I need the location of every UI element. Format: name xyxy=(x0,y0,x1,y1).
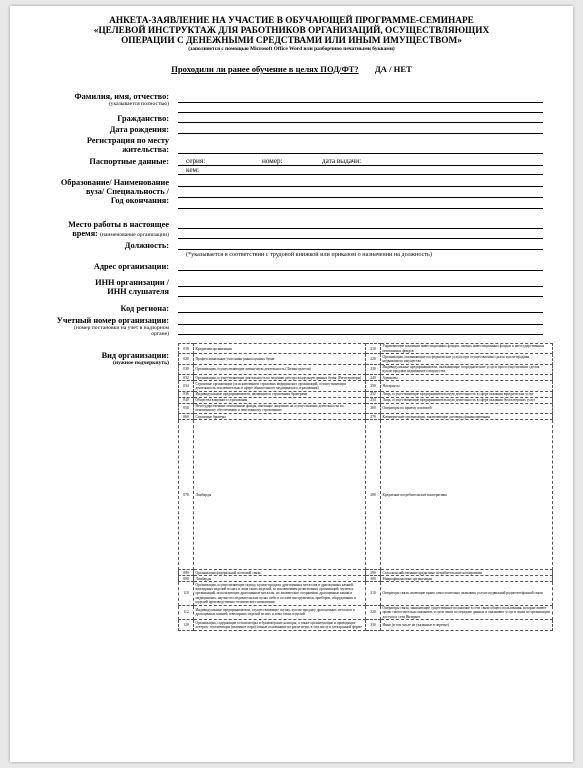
work-field-2[interactable] xyxy=(178,238,543,239)
passport-issued-label: кем: xyxy=(186,166,200,174)
org-type-code-right: 220 xyxy=(366,354,381,364)
header-line-3: ОПЕРАЦИИ С ДЕНЕЖНЫМИ СРЕДСТВАМИ ИЛИ ИНЫМ ИМУЩЕСТВОМ» xyxy=(121,36,462,46)
org-type-row xyxy=(179,354,553,364)
org-type-option-right[interactable]: Лица, осуществляющие предпринимательскую деятельность в сфере оказания бухгалтерских услуг xyxy=(381,397,553,403)
yes-no-options[interactable]: ДА / НЕТ xyxy=(374,64,412,74)
org-type-option-right[interactable]: Операторы связи, занимающие существенное положение в сети связи общего пользования, которые имеют право самостоятельно оказывать услуги связи по передаче данных и оказывают услуги связи по организации доступа к сети Интернет xyxy=(381,605,553,620)
document-page xyxy=(10,6,573,762)
org-type-option-right[interactable]: Сельскохозяйственные кредитные потребительские кооперативы xyxy=(381,570,553,576)
reg-number-label-text: Учетный номер организации: xyxy=(56,316,169,325)
org-type-code-left: 110 xyxy=(179,582,194,605)
org-type-option-left[interactable]: Ломбарды xyxy=(194,420,366,570)
org-type-option-left[interactable]: Индивидуальные предприниматели, являющиеся страховыми брокерами xyxy=(194,391,366,397)
org-type-option-left[interactable]: Индивидуальные предприниматели, осуществляющие скупку, куплю-продажу драгоценных металлов и драгоценных камней, ювелирных изделий из них и лома таких изделий xyxy=(194,605,366,620)
org-type-option-right[interactable]: Управляющие компании инвестиционных фондов, паевых инвестиционных фондов и негосударственных пенсионных фондов xyxy=(381,344,553,354)
work-label-2: время: xyxy=(72,229,98,238)
prior-training-question xyxy=(10,64,573,74)
org-type-code-left: 120 xyxy=(179,620,194,630)
org-type-option-right[interactable]: Адвокаты xyxy=(381,375,553,381)
birth-field[interactable] xyxy=(178,133,543,134)
org-type-code-right: 260 xyxy=(366,403,381,413)
position-field[interactable] xyxy=(178,249,543,250)
org-type-option-left[interactable]: Общества взаимного страхования xyxy=(194,397,366,403)
work-hint: (наименование организации) xyxy=(100,232,169,238)
org-type-code-right: 254 xyxy=(366,397,381,403)
org-type-option-right[interactable]: Микрофинансовые организации xyxy=(381,576,553,582)
org-type-table xyxy=(178,343,553,631)
org-type-option-right[interactable]: Операторы связи, имеющие право самостоятельно оказывать услуги подвижной радиотелефонной связи xyxy=(381,582,553,605)
org-type-code-right: 290 xyxy=(366,570,381,576)
org-type-option-right[interactable]: Организации, оказывающие посреднические услуги при осуществлении сделок купли-продажи недвижимого имущества xyxy=(381,354,553,364)
education-label-2: вуза/ Специальность / xyxy=(86,187,169,196)
org-address-label: Адрес организации: xyxy=(93,262,169,271)
registration-label xyxy=(87,136,169,154)
org-type-code-right: 320 xyxy=(366,605,381,620)
org-type-option-right[interactable]: Иные (в том числе не указанные в перечне) xyxy=(381,620,553,630)
org-type-code-right: 250 xyxy=(366,381,381,391)
org-type-option-left[interactable]: Профессиональные участники рынка ценных бумаг xyxy=(194,354,366,364)
passport-series-label: серия: xyxy=(186,157,206,165)
org-type-code-right: 330 xyxy=(366,620,381,630)
org-type-option-right[interactable]: Коммерческие организации, заключающие договоры финансирования xyxy=(381,414,553,420)
fio-hint: (указывается полностью) xyxy=(108,101,169,107)
passport-field-line[interactable] xyxy=(178,165,543,166)
form-header xyxy=(10,16,573,53)
org-type-option-right[interactable]: Операторы по приему платежей xyxy=(381,403,553,413)
org-type-option-left[interactable]: Ломбарды xyxy=(194,576,366,582)
passport-label: Паспортные данные: xyxy=(89,157,169,166)
passport-issued-field[interactable] xyxy=(178,174,543,175)
org-type-row xyxy=(179,605,553,620)
org-type-code-right: 230 xyxy=(366,364,381,374)
org-type-row xyxy=(179,582,553,605)
org-type-code-right: 210 xyxy=(366,344,381,354)
org-type-option-right[interactable]: Лица, осуществляющие предпринимательскую деятельность в сфере оказания юридических услуг xyxy=(381,391,553,397)
org-type-row xyxy=(179,403,553,413)
org-type-option-left[interactable]: Организации, осуществляющие деятельность по ведению реестра владельцев ценных бумаг (Регистраторы) xyxy=(194,375,366,381)
org-type-row xyxy=(179,420,553,570)
inn-label-1: ИНН организации / xyxy=(95,278,169,287)
org-address-field[interactable] xyxy=(178,270,543,271)
org-type-code-right: 280 xyxy=(366,420,381,570)
inn-label xyxy=(95,278,169,296)
org-type-code-left: 034 xyxy=(179,381,194,391)
inn-field-2[interactable] xyxy=(178,296,543,297)
inn-label-2: ИНН слушателя xyxy=(107,287,169,296)
org-type-option-left[interactable]: Организации, осуществляющие лизинговую деятельность (Лизингодатели) xyxy=(194,364,366,374)
birth-label: Дата рождения: xyxy=(109,125,169,134)
position-label: Должность: xyxy=(124,241,169,250)
org-type-option-right[interactable]: Кредитные потребительские кооперативы xyxy=(381,420,553,570)
org-type-code-right: 252 xyxy=(366,391,381,397)
org-type-label-text: Вид организации: xyxy=(101,351,169,360)
org-type-code-right: 270 xyxy=(366,414,381,420)
org-type-code-left: 090 xyxy=(179,576,194,582)
org-type-option-left[interactable]: Страховые организации (за исключением страховых медицинских организаций, осуществляющих деятельность исключительно в сфере обязательного медицинского страхования) xyxy=(194,381,366,391)
registration-field[interactable] xyxy=(178,153,543,154)
passport-number-label: номер: xyxy=(262,157,283,165)
org-type-code-left: 070 xyxy=(179,420,194,570)
org-type-option-left[interactable]: Организации федеральной почтовой связи xyxy=(194,570,366,576)
org-type-code-left: 010 xyxy=(179,344,194,354)
org-type-label xyxy=(102,351,169,366)
org-type-option-right[interactable]: Нотариусы xyxy=(381,381,553,391)
org-type-code-left: 050 xyxy=(179,403,194,413)
org-type-option-left[interactable]: Организации, осуществляющие скупку, куплю-продажу драгоценных металлов и драгоценных камней, ювелирных изделий из них и лома таких изделий, за исключением религиозных организаций, музеев и организаций, использующих драгоценные металлы, их химические соединения, драгоценные камни в медицинских, научно-исследовательских целях либо в составе инструментов, приборов, оборудования и изделий производственно-технического назначения xyxy=(194,582,366,605)
org-type-code-left: 036 xyxy=(179,391,194,397)
org-type-code-right: 240 xyxy=(366,375,381,381)
org-type-row xyxy=(179,344,553,354)
org-type-code-left: 020 xyxy=(179,354,194,364)
citizenship-label: Гражданство: xyxy=(117,114,169,123)
fio-field-line-1[interactable] xyxy=(178,102,543,103)
reg-number-hint-1: (номер постановки на учет в надзорном xyxy=(74,325,169,331)
fio-field-line-2[interactable] xyxy=(178,112,543,113)
reg-number-hint-2: органе) xyxy=(151,331,169,337)
org-type-code-left: 112 xyxy=(179,605,194,620)
header-line-1: АНКЕТА-ЗАЯВЛЕНИЕ НА УЧАСТИЕ В ОБУЧАЮЩЕЙ ПРОГРАММЕ-СЕМИНАРЕ xyxy=(109,16,474,26)
org-type-option-right[interactable]: Индивидуальные предприниматели, оказывающие посреднические услуги при осуществлении сделок купли-продажи недвижимого имущества xyxy=(381,364,553,374)
inn-field-1[interactable] xyxy=(178,286,543,287)
education-label xyxy=(61,178,169,205)
org-type-option-left[interactable]: Негосударственные пенсионные фонды, имеющие лицензию на осуществление деятельности по пенсионному обеспечению и пенсионному страхованию xyxy=(194,403,366,413)
org-type-hint: (нужное подчеркнуть) xyxy=(112,360,169,366)
education-label-1: Образование/ Наименование xyxy=(60,178,169,187)
registration-label-1: Регистрация по месту xyxy=(86,136,169,145)
citizenship-field[interactable] xyxy=(178,122,543,123)
reg-number-field-1[interactable] xyxy=(178,324,543,325)
reg-number-field-2[interactable] xyxy=(178,334,543,335)
header-line-2: «ЦЕЛЕВОЙ ИНСТРУКТАЖ ДЛЯ РАБОТНИКОВ ОРГАНИЗАЦИЙ, ОСУЩЕСТВЛЯЮЩИХ xyxy=(93,26,490,36)
org-type-code-left: 060 xyxy=(179,414,194,420)
fio-label xyxy=(74,92,169,107)
work-label-1: Место работы в настоящее xyxy=(68,220,169,229)
org-type-code-left: 040 xyxy=(179,397,194,403)
org-type-row xyxy=(179,620,553,630)
org-type-row xyxy=(179,364,553,374)
org-type-code-right: 310 xyxy=(366,582,381,605)
reg-number-label xyxy=(57,316,169,337)
org-type-option-left[interactable]: Кредитная организация xyxy=(194,344,366,354)
region-label: Код региона: xyxy=(120,304,169,313)
education-label-3: Год окончания: xyxy=(110,196,169,205)
work-label xyxy=(68,220,169,240)
org-type-option-left[interactable]: Организации, содержащие тотализаторы и букмекерские конторы, а также организующие и проводящие лотереи, тотализаторы (взаимное пари) и иные основанные на риске игры, в том числе в электронной форме xyxy=(194,620,366,630)
education-field-3[interactable] xyxy=(178,208,543,209)
org-type-option-left[interactable]: Страховые брокеры xyxy=(194,414,366,420)
org-type-row xyxy=(179,381,553,391)
education-field-1[interactable] xyxy=(178,186,543,187)
region-field[interactable] xyxy=(178,312,543,313)
org-type-code-left: 080 xyxy=(179,570,194,576)
org-type-code-right: 300 xyxy=(366,576,381,582)
registration-label-2: жительства: xyxy=(122,145,169,154)
org-type-code-left: 032 xyxy=(179,375,194,381)
position-hint: (*указывается в соответствии с трудовой книжкой или приказом о назначении на должность) xyxy=(186,251,432,258)
passport-date-label: дата выдачи: xyxy=(322,157,362,165)
fio-label-text: Фамилия, имя, отчество: xyxy=(74,92,169,101)
org-type-code-left: 030 xyxy=(179,364,194,374)
header-note: (заполняется с помощью Microsoft Office Word или разборчиво печатными буквами) xyxy=(188,46,395,52)
education-field-2[interactable] xyxy=(178,197,543,198)
work-field-1[interactable] xyxy=(178,228,543,229)
question-text: Проходили ли ранее обучение в целях ПОД/ФТ? xyxy=(171,64,359,74)
